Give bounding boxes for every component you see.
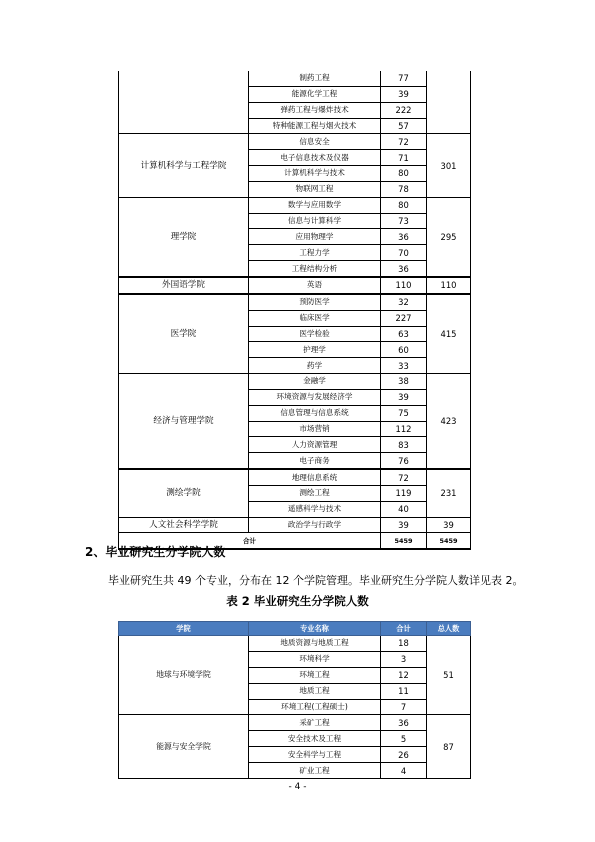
major-cell: 特种能源工程与烟火技术 xyxy=(249,118,381,134)
total-cell-empty xyxy=(427,102,471,118)
count-cell: 18 xyxy=(381,636,427,652)
count-cell: 73 xyxy=(381,213,427,229)
major-cell: 矿业工程 xyxy=(249,763,381,779)
sum-label: 合计 xyxy=(119,533,381,549)
major-cell: 安全科学与工程 xyxy=(249,747,381,763)
sum-total: 5459 xyxy=(427,533,471,549)
page-number: - 4 - xyxy=(288,782,307,792)
count-cell: 80 xyxy=(381,197,427,213)
college-cell: 地球与环境学院 xyxy=(119,636,249,715)
count-cell: 78 xyxy=(381,181,427,197)
header-college: 学院 xyxy=(119,622,249,636)
total-cell-empty xyxy=(427,86,471,102)
major-cell: 环境工程(工程硕士) xyxy=(249,699,381,715)
count-cell: 38 xyxy=(381,374,427,390)
major-cell: 地质资源与地质工程 xyxy=(249,636,381,652)
total-cell: 295 xyxy=(427,197,471,277)
count-cell: 39 xyxy=(381,86,427,102)
major-cell: 环境资源与发展经济学 xyxy=(249,389,381,405)
count-cell: 112 xyxy=(381,421,427,437)
major-cell: 英语 xyxy=(249,277,381,294)
count-cell: 70 xyxy=(381,245,427,261)
college-cell: 医学院 xyxy=(119,294,249,374)
major-cell: 电子信息技术及仪器 xyxy=(249,150,381,166)
major-cell: 电子商务 xyxy=(249,453,381,469)
major-cell: 制药工程 xyxy=(249,71,381,86)
count-cell: 63 xyxy=(381,326,427,342)
header-major: 专业名称 xyxy=(249,622,381,636)
major-cell: 物联网工程 xyxy=(249,181,381,197)
count-cell: 60 xyxy=(381,342,427,358)
count-cell: 7 xyxy=(381,699,427,715)
count-cell: 39 xyxy=(381,517,427,533)
total-cell: 415 xyxy=(427,294,471,374)
college-cell-empty xyxy=(119,86,249,102)
table-row xyxy=(119,294,471,310)
count-cell: 4 xyxy=(381,763,427,779)
count-cell: 75 xyxy=(381,405,427,421)
major-cell: 医学检验 xyxy=(249,326,381,342)
college-cell: 外国语学院 xyxy=(119,277,249,294)
major-cell: 政治学与行政学 xyxy=(249,517,381,533)
major-cell: 信息安全 xyxy=(249,134,381,150)
count-cell: 5 xyxy=(381,731,427,747)
count-cell: 12 xyxy=(381,667,427,683)
major-cell: 应用物理学 xyxy=(249,229,381,245)
major-cell: 测绘工程 xyxy=(249,485,381,501)
total-cell: 87 xyxy=(427,715,471,779)
total-cell: 110 xyxy=(427,277,471,294)
count-cell: 80 xyxy=(381,166,427,182)
major-cell: 地质工程 xyxy=(249,683,381,699)
major-cell: 信息管理与信息系统 xyxy=(249,405,381,421)
total-cell-empty xyxy=(427,118,471,134)
count-cell: 72 xyxy=(381,134,427,150)
count-cell: 36 xyxy=(381,229,427,245)
count-cell: 36 xyxy=(381,261,427,277)
count-cell: 26 xyxy=(381,747,427,763)
college-cell-empty xyxy=(119,118,249,134)
table-row xyxy=(119,134,471,150)
count-cell: 33 xyxy=(381,358,427,374)
count-cell: 227 xyxy=(381,310,427,326)
count-cell: 83 xyxy=(381,437,427,453)
college-cell-chem-cont xyxy=(119,71,249,86)
count-cell: 119 xyxy=(381,485,427,501)
count-cell: 77 xyxy=(381,71,427,86)
college-cell: 能源与安全学院 xyxy=(119,715,249,779)
table-row xyxy=(119,197,471,213)
count-cell: 3 xyxy=(381,651,427,667)
table-row xyxy=(119,118,471,134)
total-cell-chem-cont xyxy=(427,71,471,86)
major-cell: 金融学 xyxy=(249,374,381,390)
total-cell: 231 xyxy=(427,469,471,517)
major-cell: 数学与应用数学 xyxy=(249,197,381,213)
count-cell: 110 xyxy=(381,277,427,294)
major-cell: 安全技术及工程 xyxy=(249,731,381,747)
college-cell: 计算机科学与工程学院 xyxy=(119,134,249,197)
table-row xyxy=(119,277,471,294)
count-cell: 32 xyxy=(381,294,427,310)
major-cell: 预防医学 xyxy=(249,294,381,310)
total-cell: 301 xyxy=(427,134,471,197)
table-row xyxy=(119,374,471,390)
table-row xyxy=(119,71,471,86)
body-paragraph: 毕业研究生共 49 个专业，分布在 12 个学院管理。毕业研究生分学院人数详见表 2。 xyxy=(108,574,524,587)
major-cell: 人力资源管理 xyxy=(249,437,381,453)
count-cell: 76 xyxy=(381,453,427,469)
table-row xyxy=(119,102,471,118)
major-cell: 环境科学 xyxy=(249,651,381,667)
college-cell: 经济与管理学院 xyxy=(119,374,249,470)
major-cell: 市场营销 xyxy=(249,421,381,437)
table-row xyxy=(119,517,471,533)
table-row xyxy=(119,469,471,485)
major-cell: 遥感科学与技术 xyxy=(249,501,381,517)
major-cell: 信息与计算科学 xyxy=(249,213,381,229)
major-cell: 环境工程 xyxy=(249,667,381,683)
total-cell: 51 xyxy=(427,636,471,715)
major-cell: 采矿工程 xyxy=(249,715,381,731)
table-1 xyxy=(118,71,471,550)
section-heading: 2、毕业研究生分学院人数 xyxy=(85,545,226,559)
table-header-row xyxy=(119,622,471,636)
table-caption: 表 2 毕业研究生分学院人数 xyxy=(226,594,369,608)
major-cell: 工程结构分析 xyxy=(249,261,381,277)
header-total: 总人数 xyxy=(427,622,471,636)
major-cell: 计算机科学与技术 xyxy=(249,166,381,182)
count-cell: 71 xyxy=(381,150,427,166)
count-cell: 72 xyxy=(381,469,427,485)
total-cell: 39 xyxy=(427,517,471,533)
count-cell: 11 xyxy=(381,683,427,699)
table-row xyxy=(119,86,471,102)
major-cell: 药学 xyxy=(249,358,381,374)
college-cell: 人文社会科学学院 xyxy=(119,517,249,533)
sum-count: 5459 xyxy=(381,533,427,549)
table-row xyxy=(119,636,471,652)
college-cell: 测绘学院 xyxy=(119,469,249,517)
college-cell-empty xyxy=(119,102,249,118)
major-cell: 临床医学 xyxy=(249,310,381,326)
count-cell: 57 xyxy=(381,118,427,134)
major-cell: 工程力学 xyxy=(249,245,381,261)
major-cell: 弹药工程与爆炸技术 xyxy=(249,102,381,118)
major-cell: 能源化学工程 xyxy=(249,86,381,102)
count-cell: 40 xyxy=(381,501,427,517)
major-cell: 护理学 xyxy=(249,342,381,358)
total-cell: 423 xyxy=(427,374,471,470)
table-2 xyxy=(118,621,471,779)
count-cell: 39 xyxy=(381,389,427,405)
header-count: 合计 xyxy=(381,622,427,636)
count-cell: 222 xyxy=(381,102,427,118)
table-row xyxy=(119,715,471,731)
major-cell: 地理信息系统 xyxy=(249,469,381,485)
college-cell: 理学院 xyxy=(119,197,249,277)
count-cell: 36 xyxy=(381,715,427,731)
